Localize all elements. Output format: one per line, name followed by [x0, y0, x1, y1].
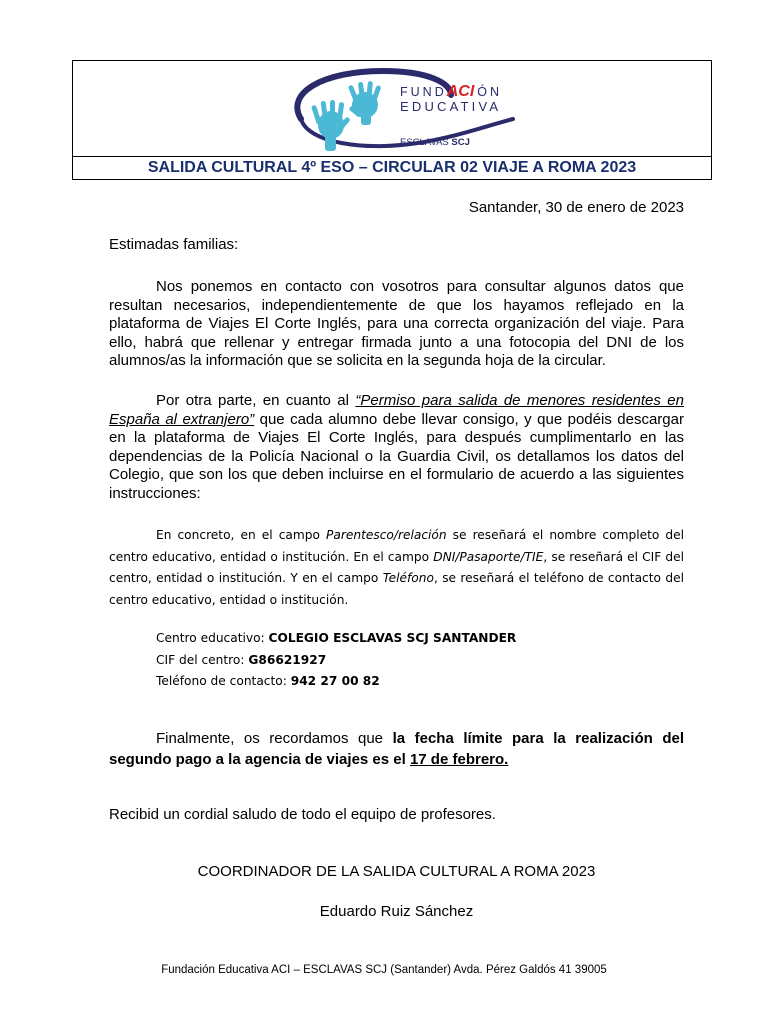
field-parentesco: Parentesco/relación: [326, 528, 447, 542]
instructions-text-3: , se reseñará el CIF del centro, entidad o institución. Y en el campo: [109, 549, 684, 585]
svg-text:FUNDACIÓN: [400, 83, 502, 100]
cif-info-line: [156, 650, 676, 672]
instructions-text-2: se reseñará el nombre completo del centro educativo, entidad o institución. En el campo: [109, 528, 684, 564]
fundacion-aci-logo: [73, 61, 711, 157]
paragraph-permiso: [109, 392, 684, 503]
footer-address: Fundación Educativa ACI – ESCLAVAS SCJ (Santander) Avda. Pérez Galdós 41 39005: [161, 964, 607, 976]
deadline-date: 17 de febrero.: [409, 750, 509, 768]
svg-text:ESCLAVAS SCJ: [400, 137, 470, 148]
logo: [73, 61, 711, 157]
instructions-text-1: En concreto, en el campo: [156, 528, 327, 542]
cif-label: CIF del centro:: [156, 652, 249, 667]
circular-title: SALIDA CULTURAL 4º ESO – CIRCULAR 02 VIAJE A ROMA 2023: [73, 156, 711, 180]
permiso-form-title: “Permiso para salida de menores residentes en España al extranjero”: [109, 392, 684, 428]
logo-educativa: EDUCATIVA: [400, 99, 502, 114]
paragraph-intro: Nos ponemos en contacto con vosotros para consultar algunos datos que resultan necesarios, independientemente de que los hayamos reflejado en la plataforma de Viajes El Corte Inglés, para una correcta organización del viaje. Para ello, habrá que rellenar y entregar firmada junto a una fotocopia del DNI de los alumnos/as la información que se solicita en la segunda hoja de la circular.: [109, 278, 684, 369]
date-line: Santander, 30 de enero de 2023: [468, 199, 684, 216]
center-info-line: [156, 628, 676, 650]
logo-on: ÓN: [477, 85, 503, 99]
logo-esclavas: ESCLAVAS: [400, 137, 452, 148]
logo-fund: FUND: [400, 85, 447, 99]
field-dni: DNI/Pasaporte/TIE: [433, 549, 544, 564]
phone-value: 942 27 00 82: [290, 674, 380, 688]
logo-scj: SCJ: [451, 137, 470, 148]
permiso-text-after: que cada alumno debe llevar consigo, y que podéis descargar en la plataforma de Viajes El Corte Inglés, para después cumplimentarlo en las dependencias de la Policía Nacional o la Guardia Civil, os detallamos los datos del Colegio, que son los que deben incluirse en el formulario de acuerdo a las siguientes instrucciones:: [109, 410, 684, 502]
logo-aci: ACI: [446, 83, 475, 100]
center-info: [156, 628, 676, 693]
phone-label: Teléfono de contacto:: [156, 674, 291, 688]
instructions-text-4: , se reseñará el teléfono de contacto del centro educativo, entidad o institución.: [109, 571, 684, 607]
deadline-text: Finalmente, os recordamos que: [156, 730, 393, 747]
deadline-bold: la fecha límite para la realización del segundo pago a la agencia de viajes es el: [109, 730, 685, 768]
center-label: Centro educativo:: [156, 631, 269, 645]
coordinator-title: COORDINADOR DE LA SALIDA CULTURAL A ROMA 2023: [197, 863, 596, 880]
permiso-text-before: Por otra parte, en cuanto al: [156, 392, 356, 409]
field-telefono: Teléfono: [382, 571, 434, 585]
header-box: [72, 60, 712, 180]
greeting: Estimadas familias:: [109, 236, 239, 253]
coordinator-name: Eduardo Ruiz Sánchez: [319, 903, 474, 920]
center-value: COLEGIO ESCLAVAS SCJ SANTANDER: [268, 631, 517, 645]
cif-value: G86621927: [248, 652, 327, 667]
paragraph-instructions: [109, 525, 684, 611]
closing-line: Recibid un cordial saludo de todo el equipo de profesores.: [109, 806, 496, 823]
phone-info-line: [156, 671, 676, 693]
paragraph-deadline: [109, 729, 684, 770]
